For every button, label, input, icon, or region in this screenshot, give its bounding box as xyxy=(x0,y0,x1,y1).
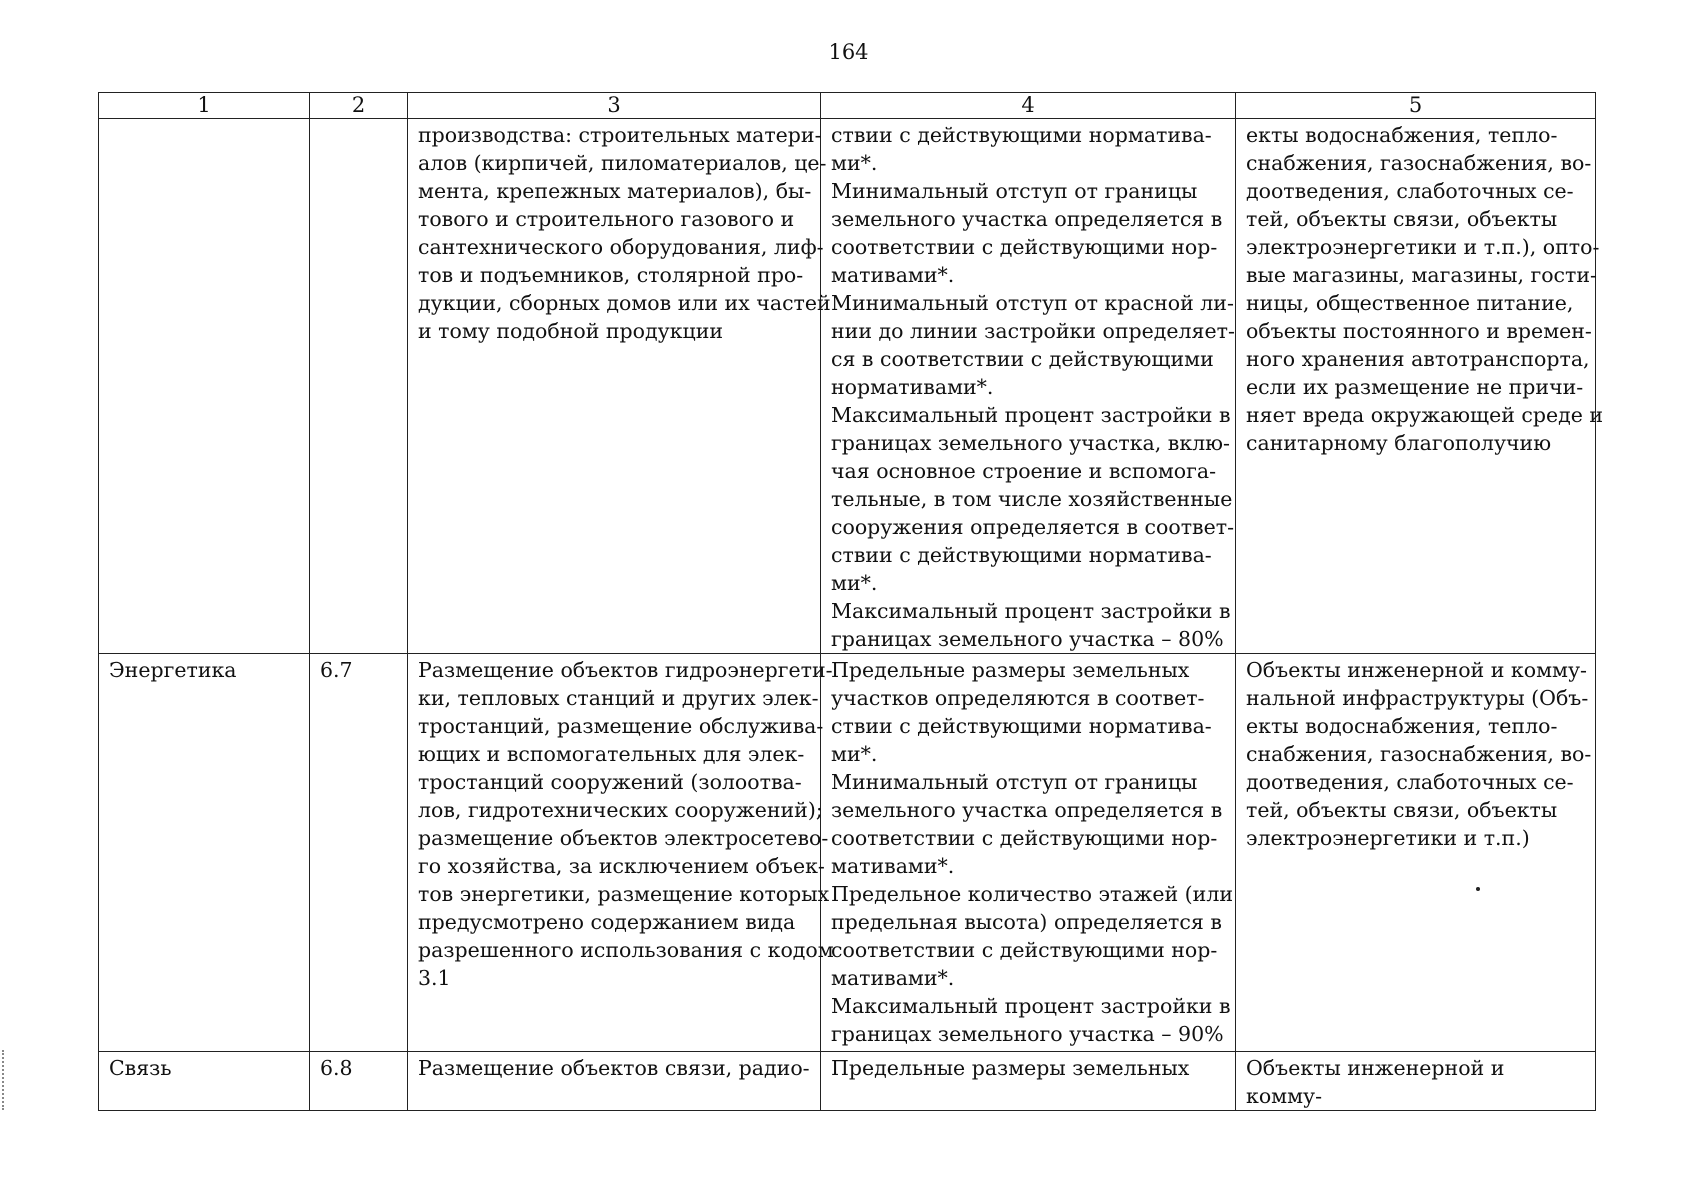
row3-auxiliary-cell: Объекты инженерной и комму- xyxy=(1236,1052,1596,1111)
table-row xyxy=(99,1052,1596,1111)
cell-text-line: тов и подъемников, столярной про- xyxy=(418,263,804,287)
cell-text-line: объекты постоянного и времен- xyxy=(1246,319,1592,343)
row2-parameters-cell xyxy=(821,654,1236,1052)
cell-text-line: мативами*. xyxy=(831,263,955,287)
row1-auxiliary-cell xyxy=(1236,119,1604,654)
cell-text-line: предусмотрено содержанием вида xyxy=(418,910,796,934)
scan-speck xyxy=(1476,887,1480,891)
cell-text-line: доотведения, слаботочных се- xyxy=(1246,179,1574,203)
row3-name-cell: Связь xyxy=(99,1052,310,1111)
cell-text-line: чая основное строение и вспомога- xyxy=(831,459,1217,483)
cell-text-line: екты водоснабжения, тепло- xyxy=(1246,123,1558,147)
cell-text-line: тростанций, размещение обслужива- xyxy=(418,714,824,738)
cell-text-line: санитарному благополучию xyxy=(1246,431,1552,455)
cell-text-line: Объекты инженерной и комму- xyxy=(1246,658,1587,682)
cell-text-line: мативами*. xyxy=(831,966,955,990)
cell-text-line: доотведения, слаботочных се- xyxy=(1246,770,1574,794)
cell-text-line: участков определяются в соответ- xyxy=(831,686,1205,710)
header-col-4: 4 xyxy=(821,93,1236,119)
cell-text-line: Размещение объектов гидроэнергети- xyxy=(418,658,833,682)
cell-text-line: ми*. xyxy=(831,151,878,175)
cell-text-line: Предельные размеры земельных xyxy=(831,658,1190,682)
header-col-3: 3 xyxy=(408,93,821,119)
cell-text-line: Минимальный отступ от красной ли- xyxy=(831,291,1234,315)
cell-text-line: соответствии с действующими нор- xyxy=(831,826,1218,850)
row2-auxiliary-cell xyxy=(1236,654,1596,1052)
scan-edge-marks xyxy=(2,1050,7,1110)
cell-text-line: Максимальный процент застройки в xyxy=(831,599,1231,623)
cell-text-line: тов энергетики, размещение которых xyxy=(418,882,830,906)
cell-text-line: Максимальный процент застройки в xyxy=(831,403,1231,427)
row1-code-cell xyxy=(310,119,408,654)
cell-text-line: мента, крепежных материалов), бы- xyxy=(418,179,812,203)
header-col-2: 2 xyxy=(310,93,408,119)
cell-text-line: границах земельного участка – 90% xyxy=(831,1022,1224,1046)
row3-code-cell: 6.8 xyxy=(310,1052,408,1111)
cell-text-line: если их размещение не причи- xyxy=(1246,375,1584,399)
header-row xyxy=(99,93,1596,119)
table-row xyxy=(99,654,1596,1052)
cell-text-line: тового и строительного газового и xyxy=(418,207,795,231)
cell-text-line: и тому подобной продукции xyxy=(418,319,724,343)
cell-text-line: ствии с действующими нормативa- xyxy=(831,714,1212,738)
cell-text-line: нальной инфраструктуры (Объ- xyxy=(1246,686,1589,710)
row2-name-cell: Энергетика xyxy=(99,654,310,1052)
cell-text-line: вые магазины, магазины, гости- xyxy=(1246,263,1597,287)
cell-text-line: ми*. xyxy=(831,742,878,766)
zoning-table xyxy=(98,92,1604,1111)
cell-text-line: лов, гидротехнических сооружений); xyxy=(418,798,823,822)
cell-text-line: ного хранения автотранспорта, xyxy=(1246,347,1590,371)
cell-text-line: нии до линии застройки определяет- xyxy=(831,319,1235,343)
cell-text-line: разрешенного использования с кодом xyxy=(418,938,834,962)
header-col-1: 1 xyxy=(99,93,310,119)
cell-text-line: ся в соответствии с действующими xyxy=(831,347,1214,371)
row2-code-cell: 6.7 xyxy=(310,654,408,1052)
header-col-5: 5 xyxy=(1236,93,1596,119)
cell-text-line: нормативами*. xyxy=(831,375,994,399)
cell-text-line: границах земельного участка – 80% xyxy=(831,627,1224,651)
cell-text-line: Максимальный процент застройки в xyxy=(831,994,1231,1018)
cell-text-line: предельная высота) определяется в xyxy=(831,910,1222,934)
cell-text-line: ствии с действующими нормативa- xyxy=(831,123,1212,147)
cell-text-line: снабжения, газоснабжения, во- xyxy=(1246,742,1592,766)
row3-parameters-cell: Предельные размеры земельных xyxy=(821,1052,1236,1111)
row1-description-cell xyxy=(408,119,831,654)
cell-text-line: Предельное количество этажей (или xyxy=(831,882,1234,906)
row1-name-cell xyxy=(99,119,310,654)
row1-parameters-cell xyxy=(821,119,1236,654)
cell-text-line: алов (кирпичей, пиломатериалов, це- xyxy=(418,151,827,175)
row3-description-cell: Размещение объектов связи, радио- xyxy=(408,1052,821,1111)
cell-text-line: сантехнического оборудования, лиф- xyxy=(418,235,824,259)
cell-text-line: екты водоснабжения, тепло- xyxy=(1246,714,1558,738)
cell-text-line: ствии с действующими нормативa- xyxy=(831,543,1212,567)
cell-text-line: ницы, общественное питание, xyxy=(1246,291,1574,315)
cell-text-line: соответствии с действующими нор- xyxy=(831,938,1218,962)
row2-description-cell xyxy=(408,654,834,1052)
cell-text-line: тей, объекты связи, объекты xyxy=(1246,207,1558,231)
cell-text-line: границах земельного участка, вклю- xyxy=(831,431,1230,455)
cell-text-line: земельного участка определяется в xyxy=(831,207,1223,231)
cell-text-line: ки, тепловых станций и других элек- xyxy=(418,686,819,710)
page-number: 164 xyxy=(828,40,869,64)
cell-text-line: няет вреда окружающей среде и xyxy=(1246,403,1604,427)
cell-text-line: дукции, сборных домов или их частей xyxy=(418,291,831,315)
cell-text-line: размещение объектов электросетево- xyxy=(418,826,829,850)
cell-text-line: соответствии с действующими нор- xyxy=(831,235,1218,259)
cell-text-line: тростанций сооружений (золоотва- xyxy=(418,770,802,794)
cell-text-line: Минимальный отступ от границы xyxy=(831,179,1198,203)
cell-text-line: тей, объекты связи, объекты xyxy=(1246,798,1558,822)
cell-text-line: тельные, в том числе хозяйственные xyxy=(831,487,1233,511)
cell-text-line: ми*. xyxy=(831,571,878,595)
cell-text-line: снабжения, газоснабжения, во- xyxy=(1246,151,1592,175)
cell-text-line: 3.1 xyxy=(418,966,451,990)
cell-text-line: мативами*. xyxy=(831,854,955,878)
cell-text-line: сооружения определяется в соответ- xyxy=(831,515,1234,539)
cell-text-line: производства: строительных матери- xyxy=(418,123,822,147)
cell-text-line: электроэнергетики и т.п.), опто- xyxy=(1246,235,1600,259)
cell-text-line: электроэнергетики и т.п.) xyxy=(1246,826,1530,850)
table-row xyxy=(99,119,1596,654)
cell-text-line: земельного участка определяется в xyxy=(831,798,1223,822)
cell-text-line: ющих и вспомогательных для элек- xyxy=(418,742,805,766)
cell-text-line: Минимальный отступ от границы xyxy=(831,770,1198,794)
cell-text-line: го хозяйства, за исключением объек- xyxy=(418,854,825,878)
